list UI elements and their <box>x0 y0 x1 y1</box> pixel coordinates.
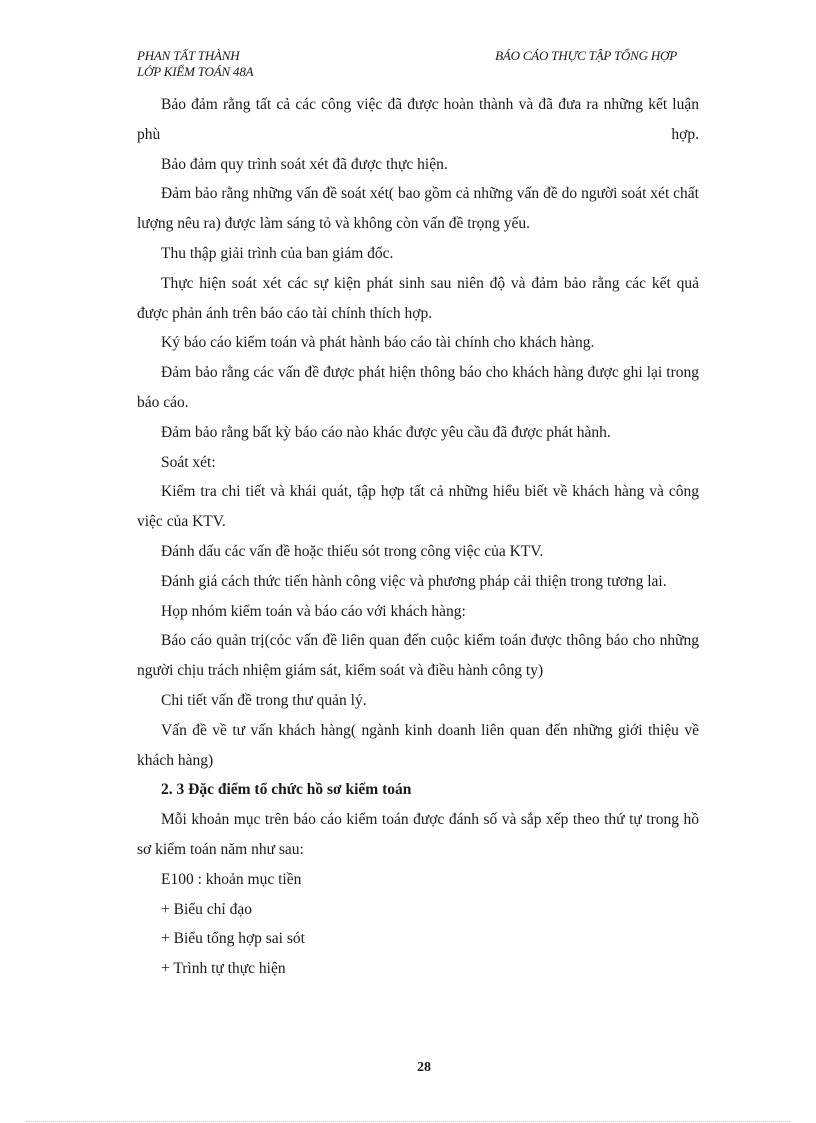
list-item: + Biểu chỉ đạo <box>161 900 252 918</box>
section-heading: 2. 3 Đặc điểm tổ chức hồ sơ kiểm toán <box>161 781 412 799</box>
paragraph: Họp nhóm kiểm toán và báo cáo với khách hàng: <box>161 602 466 620</box>
report-title: BÁO CÁO THỰC TẬP TỔNG HỢP <box>495 48 677 63</box>
paragraph: Đánh dấu các vấn đề hoặc thiếu sót trong công việc của KTV. <box>161 542 544 560</box>
header-row-2 <box>137 64 697 80</box>
paragraph: Chi tiết vấn đề trong thư quản lý. <box>161 691 367 709</box>
paragraph: Soát xét: <box>161 453 216 471</box>
paragraph: Đánh giá cách thức tiến hành công việc và phương pháp cải thiện trong tương lai. <box>161 572 667 590</box>
paragraph: Bảo đảm rằng tất cả các công việc đã được hoàn thành và đã đưa ra những kết luận phù hợp. <box>137 96 699 143</box>
paragraph: Đảm bảo rằng các vấn đề được phát hiện thông báo cho khách hàng được ghi lại trong báo cáo. <box>137 364 699 411</box>
paragraph: Thực hiện soát xét các sự kiện phát sinh sau niên độ và đảm bảo rằng các kết quả được phản ánh trên báo cáo tài chính thích hợp. <box>137 274 699 322</box>
page-bottom-divider <box>26 1121 790 1122</box>
list-item: + Trình tự thực hiện <box>161 960 286 978</box>
list-item: E100 : khoản mục tiền <box>161 870 302 888</box>
document-body <box>137 90 699 984</box>
paragraph: Báo cáo quản trị(cỏc vấn đề liên quan đến cuộc kiểm toán được thông báo cho những người chịu trách nhiệm giám sát, kiểm soát và điều hành công ty) <box>137 632 699 680</box>
paragraph: Kiểm tra chi tiết và khái quát, tập hợp tất cả những hiểu biết về khách hàng và công việc của KTV. <box>137 483 699 531</box>
list-item: + Biểu tổng hợp sai sót <box>161 930 305 948</box>
page-header <box>137 48 697 80</box>
paragraph: Đảm bảo rằng bất kỳ báo cáo nào khác được yêu cầu đã được phát hành. <box>161 423 611 441</box>
paragraph: Vấn đề về tư vấn khách hàng( ngành kinh doanh liên quan đến những giới thiệu về khách hàng) <box>137 721 699 769</box>
paragraph: Mỗi khoản mục trên báo cáo kiểm toán được đánh số và sắp xếp theo thứ tự trong hồ sơ kiểm toán năm như sau: <box>137 811 699 858</box>
paragraph: Bảo đảm quy trình soát xét đã được thực hiện. <box>161 155 448 173</box>
paragraph: Ký báo cáo kiểm toán và phát hành báo cáo tài chính cho khách hàng. <box>161 334 595 352</box>
header-row-1 <box>137 48 697 64</box>
author-name: PHAN TẤT THÀNH <box>137 48 240 63</box>
class-name: LỚP KIỂM TOÁN 48A <box>137 64 254 79</box>
page-number: 28 <box>417 1060 431 1075</box>
paragraph: Đảm bảo rằng những vấn đề soát xét( bao gồm cả những vấn đề do người soát xét chất lượng nêu ra) được làm sáng tỏ và không còn vấn đề trọng yếu. <box>137 185 699 233</box>
paragraph: Thu thập giải trình của ban giám đốc. <box>161 244 394 262</box>
